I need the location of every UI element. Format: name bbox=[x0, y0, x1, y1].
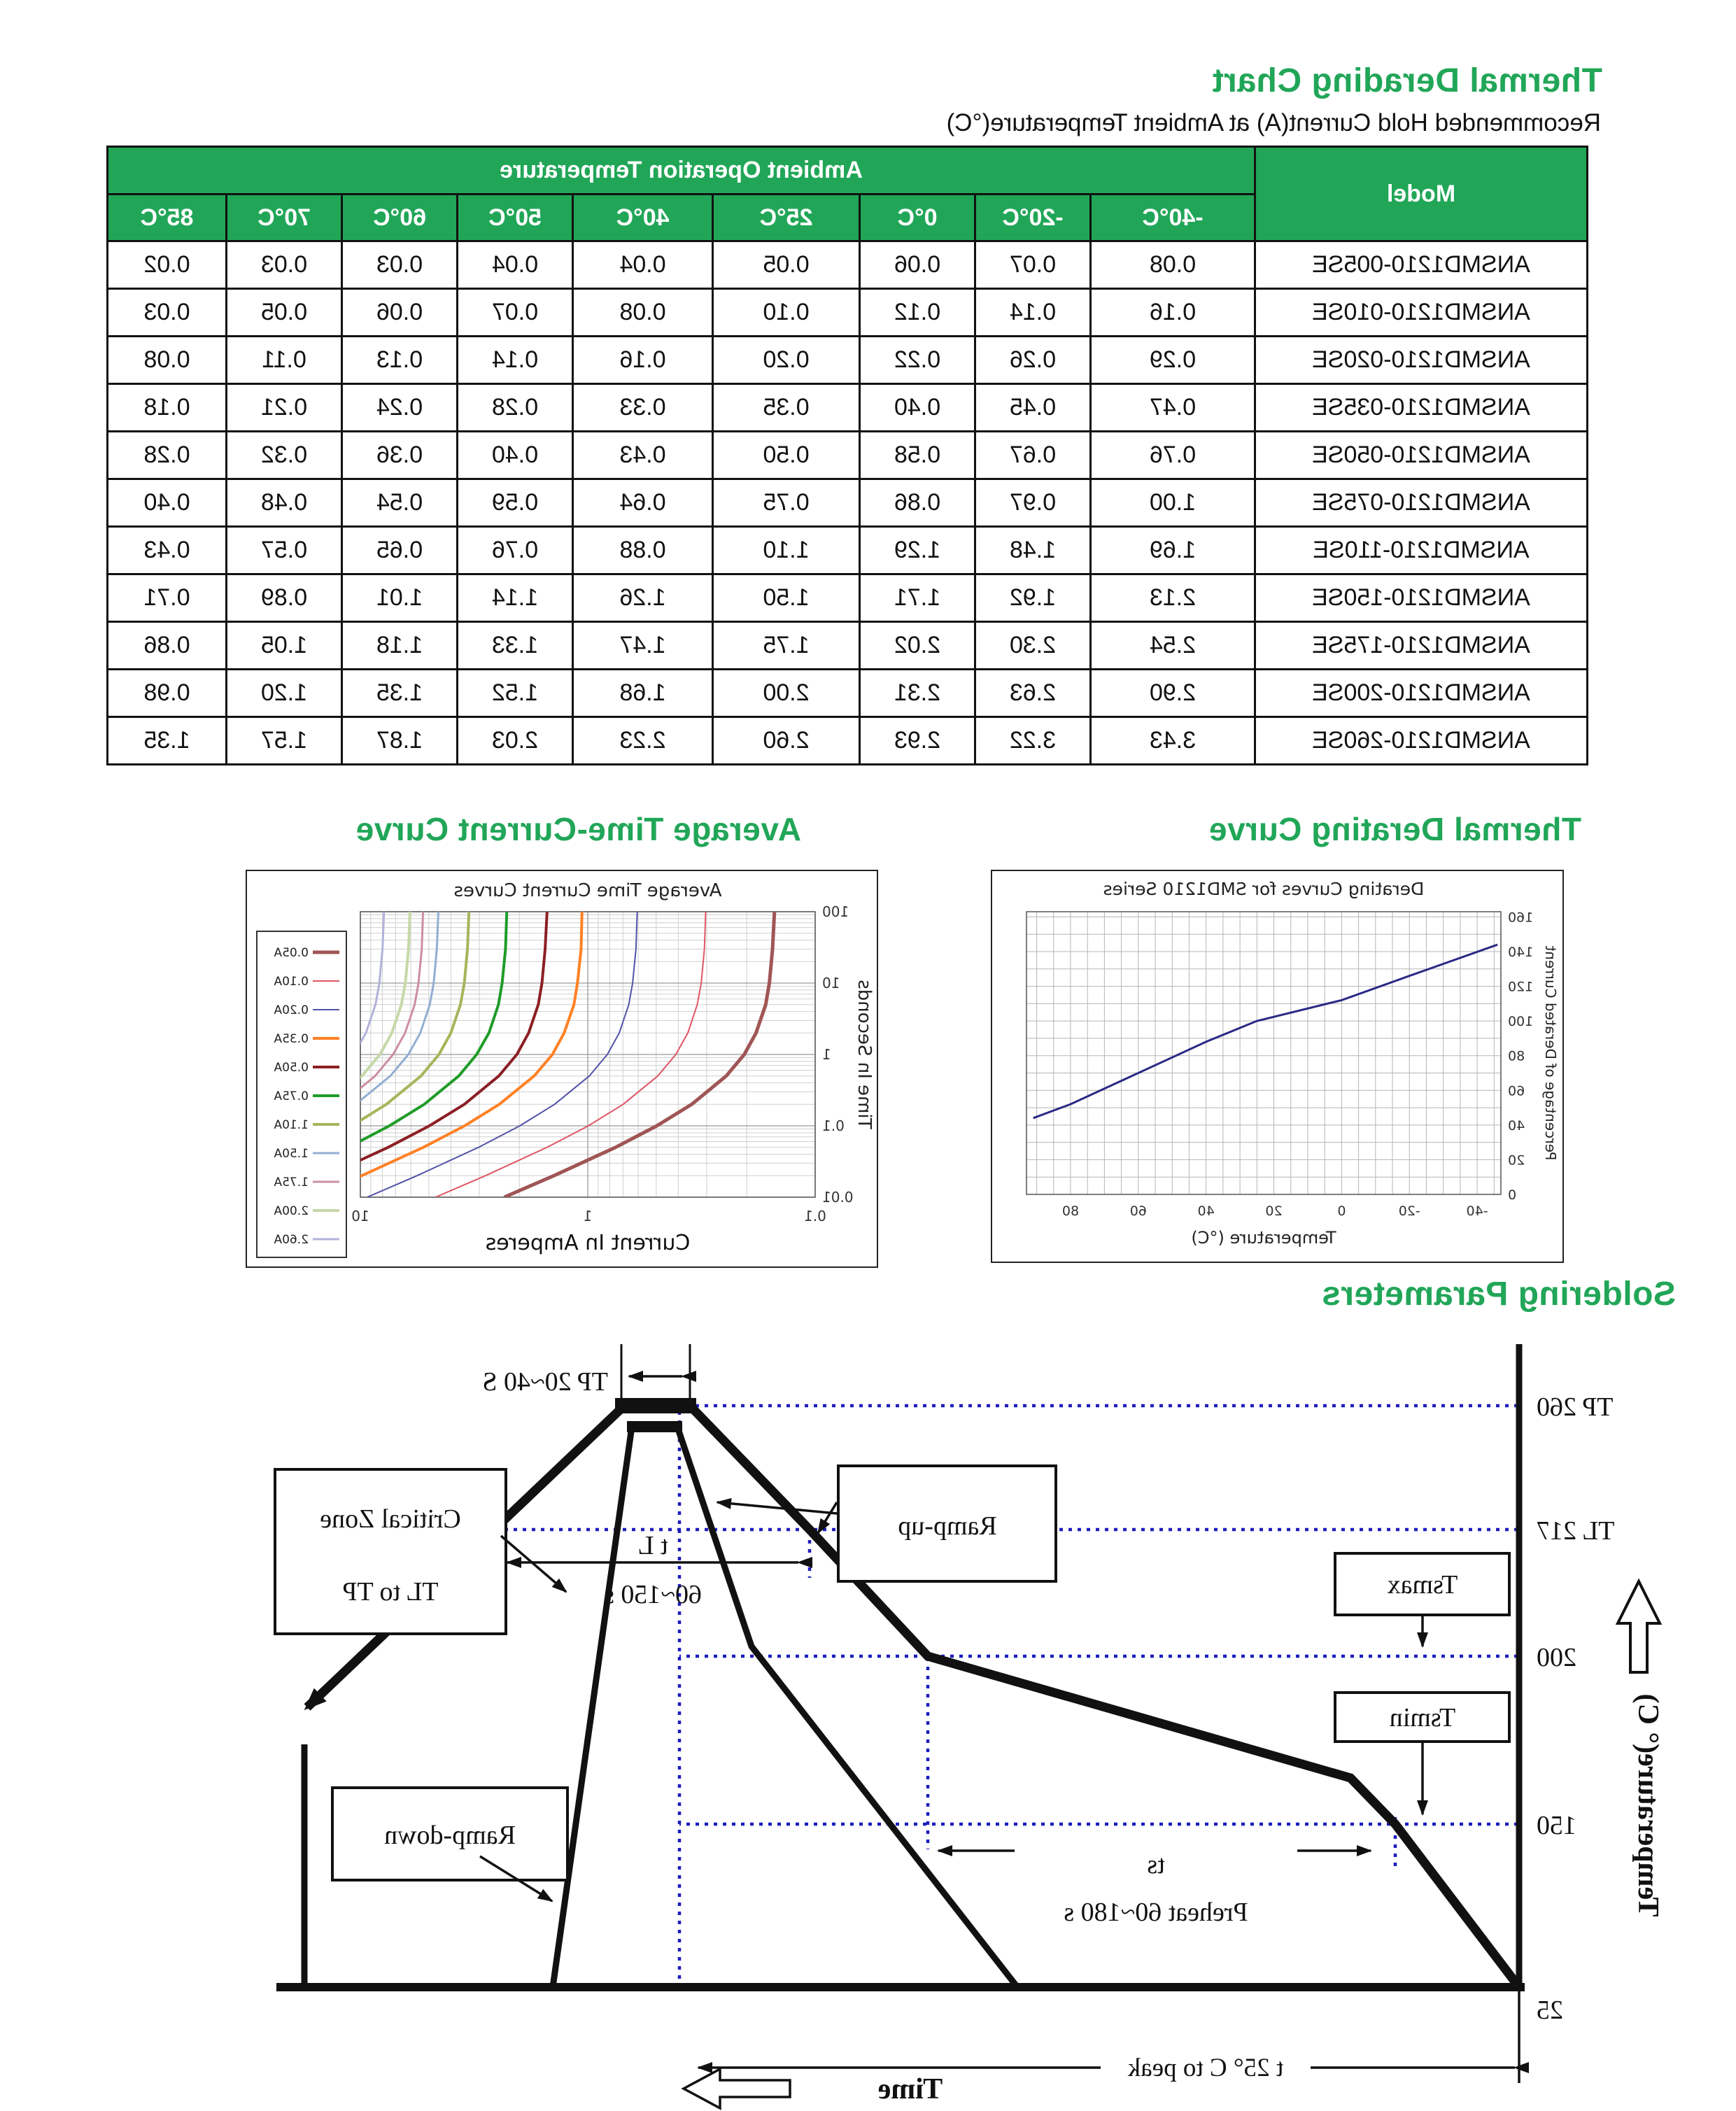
legend-label: 1.50A bbox=[274, 1147, 309, 1161]
label-t25-to-peak: t 25° C to peak bbox=[1127, 2054, 1284, 2082]
model-cell: ANSMD1210-010SE bbox=[1255, 289, 1588, 337]
critical-zone-box bbox=[275, 1469, 506, 1634]
value-cell: 0.04 bbox=[458, 241, 573, 289]
x-tick: 0 bbox=[1337, 1203, 1346, 1219]
value-cell: 0.32 bbox=[227, 432, 342, 479]
x-axis-label: Current In Amperes bbox=[485, 1231, 691, 1255]
thermal-derading-table bbox=[106, 146, 1588, 765]
value-cell: 1.92 bbox=[975, 574, 1091, 622]
x-tick: 80 bbox=[1061, 1203, 1080, 1219]
value-cell: 1.20 bbox=[227, 670, 342, 717]
y-tick: 40 bbox=[1508, 1117, 1525, 1134]
table-header-group: Ambient Operation Temperature bbox=[107, 147, 1255, 195]
value-cell: 0.11 bbox=[227, 337, 342, 384]
table-header-temp-8: 85°C bbox=[107, 195, 226, 241]
table-row bbox=[107, 289, 1587, 337]
value-cell: 1.35 bbox=[107, 717, 226, 765]
legend-label: 1.10A bbox=[274, 1118, 309, 1132]
value-cell: 0.12 bbox=[860, 289, 975, 337]
thermal-derading-table-wrap bbox=[106, 146, 1588, 765]
value-cell: 1.50 bbox=[713, 574, 860, 622]
label-ramp-down: Ramp-down bbox=[384, 1821, 516, 1850]
label-preheat: Preheat 60~180 s bbox=[1064, 1898, 1248, 1927]
value-cell: 0.29 bbox=[1091, 337, 1255, 384]
label-t-l: t L bbox=[637, 1531, 668, 1560]
table-row bbox=[107, 574, 1587, 622]
model-cell: ANSMD1210-260SE bbox=[1255, 717, 1588, 765]
temperature-up-arrow-icon bbox=[1618, 1581, 1660, 1672]
table-row bbox=[107, 670, 1587, 717]
value-cell: 2.23 bbox=[573, 717, 713, 765]
label-tp260: TP 260 bbox=[1537, 1392, 1614, 1422]
value-cell: 0.06 bbox=[342, 289, 458, 337]
y-axis-label: Time In Seconds bbox=[854, 980, 875, 1129]
value-cell: 0.02 bbox=[107, 241, 226, 289]
x-tick: 0.1 bbox=[804, 1208, 826, 1224]
x-tick: 20 bbox=[1265, 1203, 1283, 1219]
label-25: 25 bbox=[1537, 1996, 1563, 2025]
legend-label: 2.00A bbox=[274, 1204, 309, 1218]
y-tick: 80 bbox=[1508, 1048, 1525, 1064]
value-cell: 0.47 bbox=[1091, 384, 1255, 432]
table-header-temp-2: 0°C bbox=[860, 195, 975, 241]
value-cell: 0.06 bbox=[860, 241, 975, 289]
value-cell: 0.65 bbox=[342, 527, 458, 574]
y-axis-label: Percentage of Derated Current bbox=[1542, 945, 1559, 1161]
time-right-arrow-icon bbox=[684, 2069, 790, 2108]
label-200: 200 bbox=[1537, 1643, 1576, 1672]
value-cell: 0.14 bbox=[975, 289, 1091, 337]
value-cell: 1.29 bbox=[860, 527, 975, 574]
value-cell: 0.54 bbox=[342, 479, 458, 527]
y-tick: 100 bbox=[822, 903, 849, 920]
value-cell: 0.21 bbox=[227, 384, 342, 432]
y-tick: 0.01 bbox=[822, 1189, 854, 1206]
legend-label: 0.50A bbox=[274, 1061, 309, 1075]
table-header-temp-7: 70°C bbox=[227, 195, 342, 241]
value-cell: 0.58 bbox=[860, 432, 975, 479]
value-cell: 1.47 bbox=[573, 622, 713, 670]
value-cell: 0.50 bbox=[713, 432, 860, 479]
value-cell: 0.45 bbox=[975, 384, 1091, 432]
x-axis-label: Temperature (°C) bbox=[1191, 1228, 1336, 1248]
value-cell: 0.07 bbox=[975, 241, 1091, 289]
value-cell: 1.75 bbox=[713, 622, 860, 670]
table-row bbox=[107, 527, 1587, 574]
table-header-temp-5: 50°C bbox=[458, 195, 573, 241]
value-cell: 0.14 bbox=[458, 337, 573, 384]
label-tl-time: 60~150 s bbox=[604, 1580, 702, 1609]
derating-chart-svg bbox=[995, 871, 1562, 1259]
value-cell: 0.89 bbox=[227, 574, 342, 622]
value-cell: 0.13 bbox=[342, 337, 458, 384]
y-tick: 120 bbox=[1508, 979, 1534, 995]
value-cell: 0.71 bbox=[107, 574, 226, 622]
y-tick: 1 bbox=[822, 1046, 831, 1063]
table-header-temp-4: 40°C bbox=[573, 195, 713, 241]
chart-title: Derating Curves for SMD1210 Series bbox=[1103, 879, 1425, 899]
table-row bbox=[107, 241, 1587, 289]
table-header-temp-1: -20°C bbox=[975, 195, 1091, 241]
legend-label: 0.75A bbox=[274, 1089, 309, 1103]
label-critical-zone-1: Critical Zone bbox=[320, 1504, 461, 1534]
soldering-profile-diagram bbox=[0, 1326, 1736, 2111]
value-cell: 0.04 bbox=[573, 241, 713, 289]
value-cell: 2.90 bbox=[1091, 670, 1255, 717]
legend-label: 0.05A bbox=[274, 946, 309, 960]
legend-label: 2.60A bbox=[274, 1233, 309, 1247]
value-cell: 1.33 bbox=[458, 622, 573, 670]
value-cell: 0.43 bbox=[107, 527, 226, 574]
label-150: 150 bbox=[1537, 1811, 1576, 1840]
value-cell: 0.59 bbox=[458, 479, 573, 527]
y-tick: 0.1 bbox=[822, 1117, 845, 1134]
model-cell: ANSMD1210-035SE bbox=[1255, 384, 1588, 432]
model-cell: ANSMD1210-075SE bbox=[1255, 479, 1588, 527]
value-cell: 0.67 bbox=[975, 432, 1091, 479]
value-cell: 0.64 bbox=[573, 479, 713, 527]
section-title-average-time-current-curve: Average Time-Current Curve bbox=[355, 811, 801, 847]
value-cell: 0.36 bbox=[342, 432, 458, 479]
value-cell: 1.05 bbox=[227, 622, 342, 670]
value-cell: 0.08 bbox=[573, 289, 713, 337]
value-cell: 0.22 bbox=[860, 337, 975, 384]
value-cell: 0.24 bbox=[342, 384, 458, 432]
section-title-thermal-derating-curve: Thermal Derating Curve bbox=[1208, 811, 1581, 847]
table-row bbox=[107, 622, 1587, 670]
value-cell: 1.26 bbox=[573, 574, 713, 622]
y-tick: 10 bbox=[822, 975, 840, 991]
value-cell: 0.07 bbox=[458, 289, 573, 337]
value-cell: 0.08 bbox=[107, 337, 226, 384]
value-cell: 0.03 bbox=[342, 241, 458, 289]
label-time: Time bbox=[877, 2073, 943, 2105]
x-tick: -40 bbox=[1466, 1203, 1488, 1219]
ramp-up-arrow-2 bbox=[717, 1502, 837, 1513]
label-tsmin: Tsmin bbox=[1389, 1703, 1456, 1732]
value-cell: 0.86 bbox=[860, 479, 975, 527]
value-cell: 0.26 bbox=[975, 337, 1091, 384]
table-row bbox=[107, 384, 1587, 432]
legend-label: 0.20A bbox=[274, 1003, 309, 1017]
value-cell: 0.57 bbox=[227, 527, 342, 574]
value-cell: 2.00 bbox=[713, 670, 860, 717]
legend-label: 0.10A bbox=[274, 975, 309, 989]
time-current-chart-svg bbox=[250, 871, 877, 1264]
model-cell: ANSMD1210-020SE bbox=[1255, 337, 1588, 384]
table-header-temp-6: 60°C bbox=[342, 195, 458, 241]
model-cell: ANSMD1210-110SE bbox=[1255, 527, 1588, 574]
label-critical-zone-2: TL to TP bbox=[342, 1577, 439, 1607]
y-tick: 60 bbox=[1508, 1083, 1525, 1099]
model-cell: ANSMD1210-050SE bbox=[1255, 432, 1588, 479]
value-cell: 2.30 bbox=[975, 622, 1091, 670]
section-title-thermal-derading-chart: Thermal Derading Chart bbox=[1212, 62, 1602, 99]
value-cell: 0.75 bbox=[713, 479, 860, 527]
value-cell: 0.35 bbox=[713, 384, 860, 432]
value-cell: 2.13 bbox=[1091, 574, 1255, 622]
value-cell: 0.88 bbox=[573, 527, 713, 574]
table-row bbox=[107, 479, 1587, 527]
label-tp-width: TP 20~40 S bbox=[482, 1367, 608, 1397]
value-cell: 0.05 bbox=[227, 289, 342, 337]
x-tick: 40 bbox=[1197, 1203, 1215, 1219]
x-tick: 60 bbox=[1129, 1203, 1147, 1219]
table-row bbox=[107, 432, 1587, 479]
value-cell: 0.20 bbox=[713, 337, 860, 384]
table-header-temp-0: -40°C bbox=[1091, 195, 1255, 241]
chart-title: Average Time Current Curves bbox=[453, 880, 722, 901]
value-cell: 1.57 bbox=[227, 717, 342, 765]
time-current-chart bbox=[246, 870, 878, 1268]
table-header-model: Model bbox=[1255, 147, 1588, 241]
value-cell: 0.76 bbox=[1091, 432, 1255, 479]
value-cell: 0.40 bbox=[107, 479, 226, 527]
model-cell: ANSMD1210-175SE bbox=[1255, 622, 1588, 670]
y-tick: 20 bbox=[1508, 1152, 1525, 1169]
value-cell: 2.31 bbox=[860, 670, 975, 717]
legend bbox=[257, 931, 346, 1257]
label-ramp-up: Ramp-up bbox=[898, 1511, 997, 1541]
legend-label: 1.75A bbox=[274, 1175, 309, 1189]
value-cell: 0.03 bbox=[227, 241, 342, 289]
value-cell: 1.14 bbox=[458, 574, 573, 622]
table-row bbox=[107, 337, 1587, 384]
x-tick: 10 bbox=[351, 1208, 369, 1224]
model-cell: ANSMD1210-005SE bbox=[1255, 241, 1588, 289]
value-cell: 0.98 bbox=[107, 670, 226, 717]
label-temperature-axis: Temperature(° C) bbox=[1632, 1693, 1664, 1917]
value-cell: 0.03 bbox=[107, 289, 226, 337]
value-cell: 2.93 bbox=[860, 717, 975, 765]
value-cell: 1.00 bbox=[1091, 479, 1255, 527]
table-row bbox=[107, 717, 1587, 765]
derating-curve-chart bbox=[991, 870, 1564, 1263]
critical-zone-arrow bbox=[501, 1536, 566, 1592]
legend-label: 0.35A bbox=[274, 1032, 309, 1046]
label-tl217: TL 217 bbox=[1537, 1516, 1615, 1546]
value-cell: 1.10 bbox=[713, 527, 860, 574]
value-cell: 0.18 bbox=[107, 384, 226, 432]
value-cell: 1.71 bbox=[860, 574, 975, 622]
value-cell: 2.54 bbox=[1091, 622, 1255, 670]
value-cell: 0.16 bbox=[1091, 289, 1255, 337]
value-cell: 0.76 bbox=[458, 527, 573, 574]
value-cell: 3.43 bbox=[1091, 717, 1255, 765]
value-cell: 0.48 bbox=[227, 479, 342, 527]
section-title-soldering-parameters: Soldering Parameters bbox=[1321, 1276, 1676, 1313]
value-cell: 2.02 bbox=[860, 622, 975, 670]
label-tsmax: Tsmax bbox=[1387, 1570, 1458, 1600]
value-cell: 0.08 bbox=[1091, 241, 1255, 289]
value-cell: 0.40 bbox=[860, 384, 975, 432]
value-cell: 1.18 bbox=[342, 622, 458, 670]
value-cell: 0.16 bbox=[573, 337, 713, 384]
value-cell: 1.35 bbox=[342, 670, 458, 717]
y-tick: 0 bbox=[1508, 1187, 1517, 1203]
value-cell: 0.28 bbox=[458, 384, 573, 432]
value-cell: 1.68 bbox=[573, 670, 713, 717]
value-cell: 1.48 bbox=[975, 527, 1091, 574]
table-header-temp-3: 25°C bbox=[713, 195, 860, 241]
value-cell: 1.87 bbox=[342, 717, 458, 765]
value-cell: 0.43 bbox=[573, 432, 713, 479]
y-tick: 100 bbox=[1508, 1014, 1534, 1030]
value-cell: 0.33 bbox=[573, 384, 713, 432]
label-ts: ts bbox=[1147, 1850, 1165, 1879]
derating-line bbox=[1033, 945, 1497, 1118]
x-tick: -20 bbox=[1398, 1203, 1420, 1219]
x-tick: 1 bbox=[583, 1208, 593, 1224]
value-cell: 2.03 bbox=[458, 717, 573, 765]
value-cell: 2.63 bbox=[975, 670, 1091, 717]
model-cell: ANSMD1210-150SE bbox=[1255, 574, 1588, 622]
value-cell: 1.69 bbox=[1091, 527, 1255, 574]
y-tick: 140 bbox=[1508, 945, 1534, 961]
value-cell: 0.28 bbox=[107, 432, 226, 479]
value-cell: 2.60 bbox=[713, 717, 860, 765]
value-cell: 0.97 bbox=[975, 479, 1091, 527]
value-cell: 1.52 bbox=[458, 670, 573, 717]
y-tick: 160 bbox=[1508, 910, 1534, 926]
value-cell: 0.86 bbox=[107, 622, 226, 670]
model-cell: ANSMD1210-200SE bbox=[1255, 670, 1588, 717]
value-cell: 0.05 bbox=[713, 241, 860, 289]
value-cell: 3.22 bbox=[975, 717, 1091, 765]
table-subtitle: Recommended Hold Current(A) at Ambient Temperature(°C) bbox=[946, 109, 1601, 136]
value-cell: 0.10 bbox=[713, 289, 860, 337]
value-cell: 1.01 bbox=[342, 574, 458, 622]
value-cell: 0.40 bbox=[458, 432, 573, 479]
